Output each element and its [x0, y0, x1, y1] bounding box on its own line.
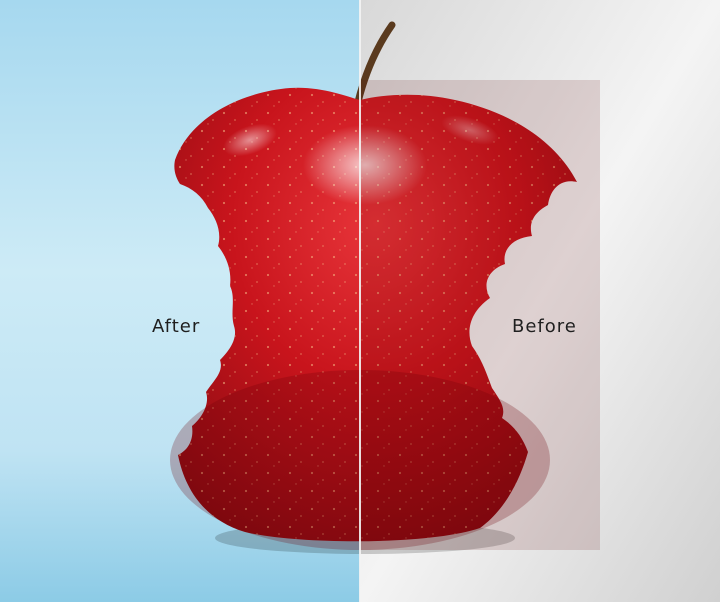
after-label: After: [152, 316, 201, 337]
apple-body: [170, 80, 600, 550]
before-label: Before: [512, 316, 577, 337]
